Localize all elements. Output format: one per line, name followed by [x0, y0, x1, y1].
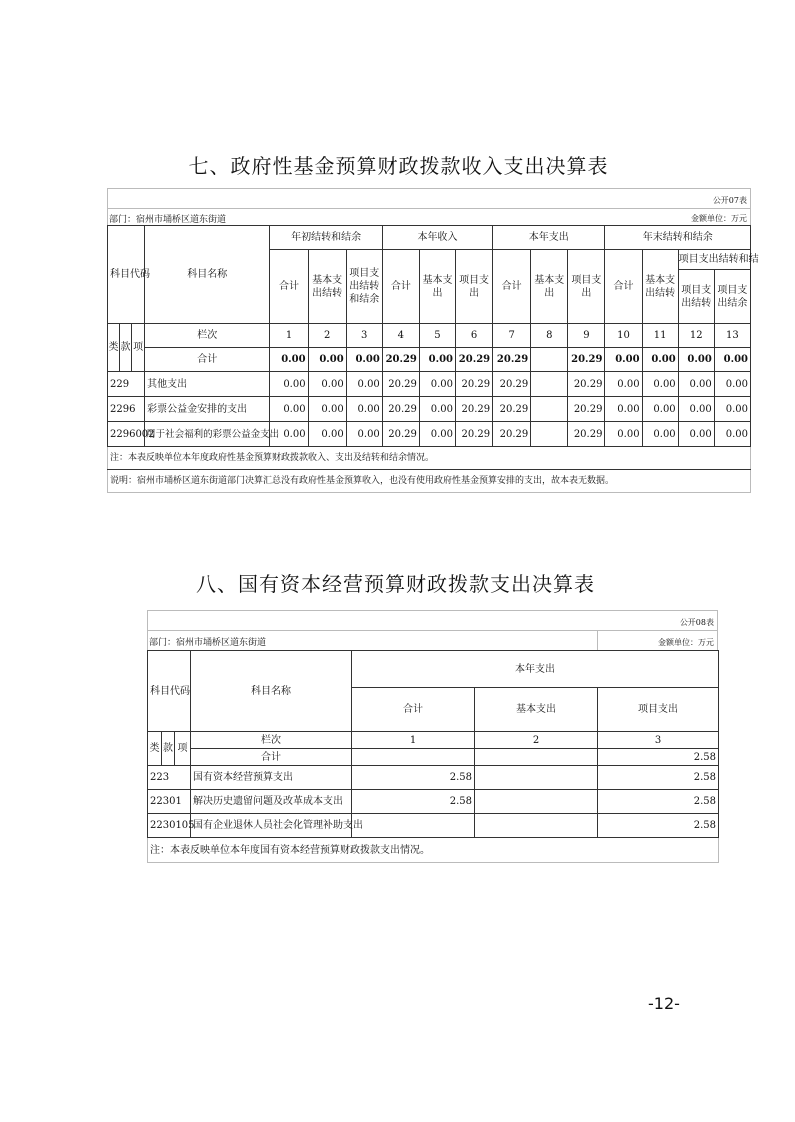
- table7-cell: 0.00: [270, 422, 308, 447]
- table8-h-total: 合计: [352, 688, 475, 732]
- table7-h-project-2: 项目支出: [456, 250, 493, 324]
- table7-colnum: 11: [642, 324, 678, 348]
- table8-title: 八、国有资本经营预算财政拨款支出决算表: [196, 572, 595, 596]
- table8-row-name: 国有企业退休人员社会化管理补助支出: [191, 814, 352, 838]
- table8-total-row: [148, 749, 719, 766]
- table7-cell: 0.00: [346, 397, 382, 422]
- table8-total-cell: [475, 749, 598, 766]
- table8-cell: 2.58: [598, 790, 719, 814]
- table8-colnum: 2: [475, 732, 598, 749]
- table7-colnum: 5: [419, 324, 455, 348]
- table7-cell: 0.00: [642, 422, 678, 447]
- table-row: [108, 397, 751, 422]
- table7-header-opening: 年初结转和结余: [270, 226, 382, 250]
- table7-cell: 0.00: [346, 422, 382, 447]
- table7-cell: 0.00: [714, 372, 750, 397]
- table8-cell: 2.58: [352, 766, 475, 790]
- table7-header-name: 科目名称: [145, 226, 270, 324]
- table7-h-project-carry: 项目支出结转: [678, 270, 714, 324]
- table7-header-code: 科目代码: [108, 226, 145, 324]
- table7-h-lei: 类: [108, 324, 120, 372]
- table8-code-row: [147, 610, 718, 630]
- table8-row-name: 解决历史遗留问题及改革成本支出: [191, 790, 352, 814]
- table7-colnum: 6: [456, 324, 493, 348]
- table7-total-cell: 0.00: [642, 348, 678, 372]
- table8-cell: [352, 814, 475, 838]
- table8-dept-row: [147, 630, 718, 650]
- table7-h-project-3: 项目支出: [568, 250, 605, 324]
- table7-cell: 0.00: [308, 397, 346, 422]
- table7-cell: [531, 397, 568, 422]
- table7-cell: 20.29: [456, 422, 493, 447]
- table7-cell: 0.00: [605, 422, 642, 447]
- table7-cell: 20.29: [382, 397, 419, 422]
- table8-row-code: 223: [148, 766, 191, 790]
- table7-total-cell: 20.29: [493, 348, 531, 372]
- table7-cell: 0.00: [419, 397, 455, 422]
- table7-header-expense: 本年支出: [493, 226, 605, 250]
- table7-total-cell: 20.29: [382, 348, 419, 372]
- table7-row-code: 2296002: [108, 422, 145, 447]
- table7-h-xiang: 项: [132, 324, 145, 372]
- table7-row-name: 用于社会福利的彩票公益金支出: [145, 422, 270, 447]
- table8-container: [147, 610, 718, 863]
- table7-cell: 20.29: [568, 372, 605, 397]
- table7-total-cell: 20.29: [568, 348, 605, 372]
- table7-h-total-4: 合计: [605, 250, 642, 324]
- table8-h-lei: 类: [148, 732, 162, 766]
- table7-cell: 20.29: [456, 372, 493, 397]
- table7-header-closing: 年末结转和结余: [605, 226, 751, 250]
- page-number: -12-: [648, 994, 680, 1013]
- table8-colnum: 1: [352, 732, 475, 749]
- table8-header-name: 科目名称: [191, 651, 352, 732]
- table7-h-kuan: 款: [120, 324, 132, 372]
- table7-cell: 0.00: [678, 422, 714, 447]
- table8-h-project: 项目支出: [598, 688, 719, 732]
- table7-cell: 20.29: [382, 372, 419, 397]
- table7-unit: 金额单位：万元: [691, 214, 747, 223]
- table7-cell: 0.00: [605, 372, 642, 397]
- table7-colnum: 13: [714, 324, 750, 348]
- table8-cell: 2.58: [352, 790, 475, 814]
- table7-cell: 20.29: [456, 397, 493, 422]
- table7-colnum: 8: [531, 324, 568, 348]
- table8-total-label: 合计: [191, 749, 352, 766]
- table8-total-cell: [352, 749, 475, 766]
- table7-note: 注：本表反映单位本年度政府性基金预算财政拨款收入、支出及结转和结余情况。: [108, 447, 751, 470]
- table7-colnum: 4: [382, 324, 419, 348]
- table7-row-code: 229: [108, 372, 145, 397]
- table7-cell: 0.00: [605, 397, 642, 422]
- table-row: [108, 422, 751, 447]
- table7-total-cell: 20.29: [456, 348, 493, 372]
- table7-colnum: 10: [605, 324, 642, 348]
- table7-colnum: 7: [493, 324, 531, 348]
- table7-colnum: 12: [678, 324, 714, 348]
- table8-colnum: 3: [598, 732, 719, 749]
- table8-header-expense: 本年支出: [352, 651, 719, 688]
- table7-h-basic-1: 基本支出结转: [308, 250, 346, 324]
- table8-dept: 部门：宿州市埇桥区道东街道: [149, 638, 267, 648]
- table7-title: 七、政府性基金预算财政拨款收入支出决算表: [188, 154, 609, 178]
- table7-row-code: 2296: [108, 397, 145, 422]
- table-row: [148, 790, 719, 814]
- table7-colnum: 1: [270, 324, 308, 348]
- table7-header-income: 本年收入: [382, 226, 492, 250]
- table-row: [148, 814, 719, 838]
- table8-cell: [475, 766, 598, 790]
- table7-total-label: 合计: [145, 348, 270, 372]
- table7-row-name: 其他支出: [145, 372, 270, 397]
- table7-cell: [531, 422, 568, 447]
- table7-h-basic-2: 基本支出: [419, 250, 455, 324]
- table8-h-lanci: 栏次: [191, 732, 352, 749]
- table7-dept-row: [107, 208, 751, 225]
- table7-cell: 20.29: [382, 422, 419, 447]
- table7-explanation: 说明：宿州市埇桥区道东街道部门决算汇总没有政府性基金预算收入，也没有使用政府性基金预算安排的支出，故本表无数据。: [108, 470, 751, 493]
- table7-total-row: [108, 348, 751, 372]
- table7-cell: [531, 372, 568, 397]
- table7-cell: 0.00: [308, 422, 346, 447]
- table7-total-cell: 0.00: [346, 348, 382, 372]
- table7-cell: 0.00: [346, 372, 382, 397]
- table8-grid: [147, 650, 719, 863]
- table8-row-name: 国有资本经营预算支出: [191, 766, 352, 790]
- table7-cell: 20.29: [493, 372, 531, 397]
- table7-cell: 20.29: [493, 397, 531, 422]
- table7-row-name: 彩票公益金安排的支出: [145, 397, 270, 422]
- table7-total-cell: 0.00: [714, 348, 750, 372]
- table7-h-project-surplus: 项目支出结余: [714, 270, 750, 324]
- table7-cell: 0.00: [642, 372, 678, 397]
- table7-colnum: 3: [346, 324, 382, 348]
- table7-total-cell: 0.00: [605, 348, 642, 372]
- table7-h-project-1: 项目支出结转和结余: [346, 250, 382, 324]
- table7-h-lanci: 栏次: [145, 324, 270, 348]
- table8-total-cell: 2.58: [598, 749, 719, 766]
- table7-cell: 0.00: [642, 397, 678, 422]
- table7-total-cell: 0.00: [419, 348, 455, 372]
- table7-total-cell: 0.00: [308, 348, 346, 372]
- table7-total-cell: 0.00: [270, 348, 308, 372]
- table7-container: [107, 188, 759, 493]
- table7-h-basic-3: 基本支出: [531, 250, 568, 324]
- table7-h-total-3: 合计: [493, 250, 531, 324]
- table7-dept: 部门：宿州市埇桥区道东街道: [109, 215, 227, 225]
- table8-h-kuan: 款: [162, 732, 175, 766]
- table7-cell: 0.00: [270, 372, 308, 397]
- table7-h-total-2: 合计: [382, 250, 419, 324]
- table7-cell: 20.29: [568, 422, 605, 447]
- table7-h-basic-4: 基本支出结转: [642, 250, 678, 324]
- table8-cell: 2.58: [598, 814, 719, 838]
- table7-colnum: 2: [308, 324, 346, 348]
- table8-code: 公开08表: [679, 618, 714, 627]
- table7-cell: 0.00: [678, 397, 714, 422]
- table8-h-basic: 基本支出: [475, 688, 598, 732]
- table7-h-total-1: 合计: [270, 250, 308, 324]
- table-row: [108, 372, 751, 397]
- table7-cell: 20.29: [493, 422, 531, 447]
- table-row: [148, 766, 719, 790]
- table8-cell: [475, 790, 598, 814]
- table7-code: 公开07表: [712, 196, 747, 205]
- table8-row-code: 2230105: [148, 814, 191, 838]
- table8-dept-divider: [597, 631, 598, 650]
- table8-unit: 金额单位：万元: [658, 638, 714, 647]
- table8-note: 注：本表反映单位本年度国有资本经营预算财政拨款支出情况。: [148, 838, 719, 863]
- table8-cell: [475, 814, 598, 838]
- table7-colnum: 9: [568, 324, 605, 348]
- table7-total-cell: [531, 348, 568, 372]
- table7-cell: 0.00: [308, 372, 346, 397]
- table7-cell: 0.00: [714, 422, 750, 447]
- table7-cell: 0.00: [419, 422, 455, 447]
- table8-header-code: 科目代码: [148, 651, 191, 732]
- table7-cell: 0.00: [678, 372, 714, 397]
- table7-h-project-carry-group: 项目支出结转和结: [678, 250, 750, 270]
- table7-cell: 0.00: [714, 397, 750, 422]
- table7-cell: 20.29: [568, 397, 605, 422]
- table8-cell: 2.58: [598, 766, 719, 790]
- table8-row-code: 22301: [148, 790, 191, 814]
- table7-grid: [107, 225, 759, 493]
- table7-cell: 0.00: [270, 397, 308, 422]
- table7-code-row: [107, 188, 751, 208]
- table7-total-cell: 0.00: [678, 348, 714, 372]
- table8-h-xiang: 项: [175, 732, 191, 766]
- table7-cell: 0.00: [419, 372, 455, 397]
